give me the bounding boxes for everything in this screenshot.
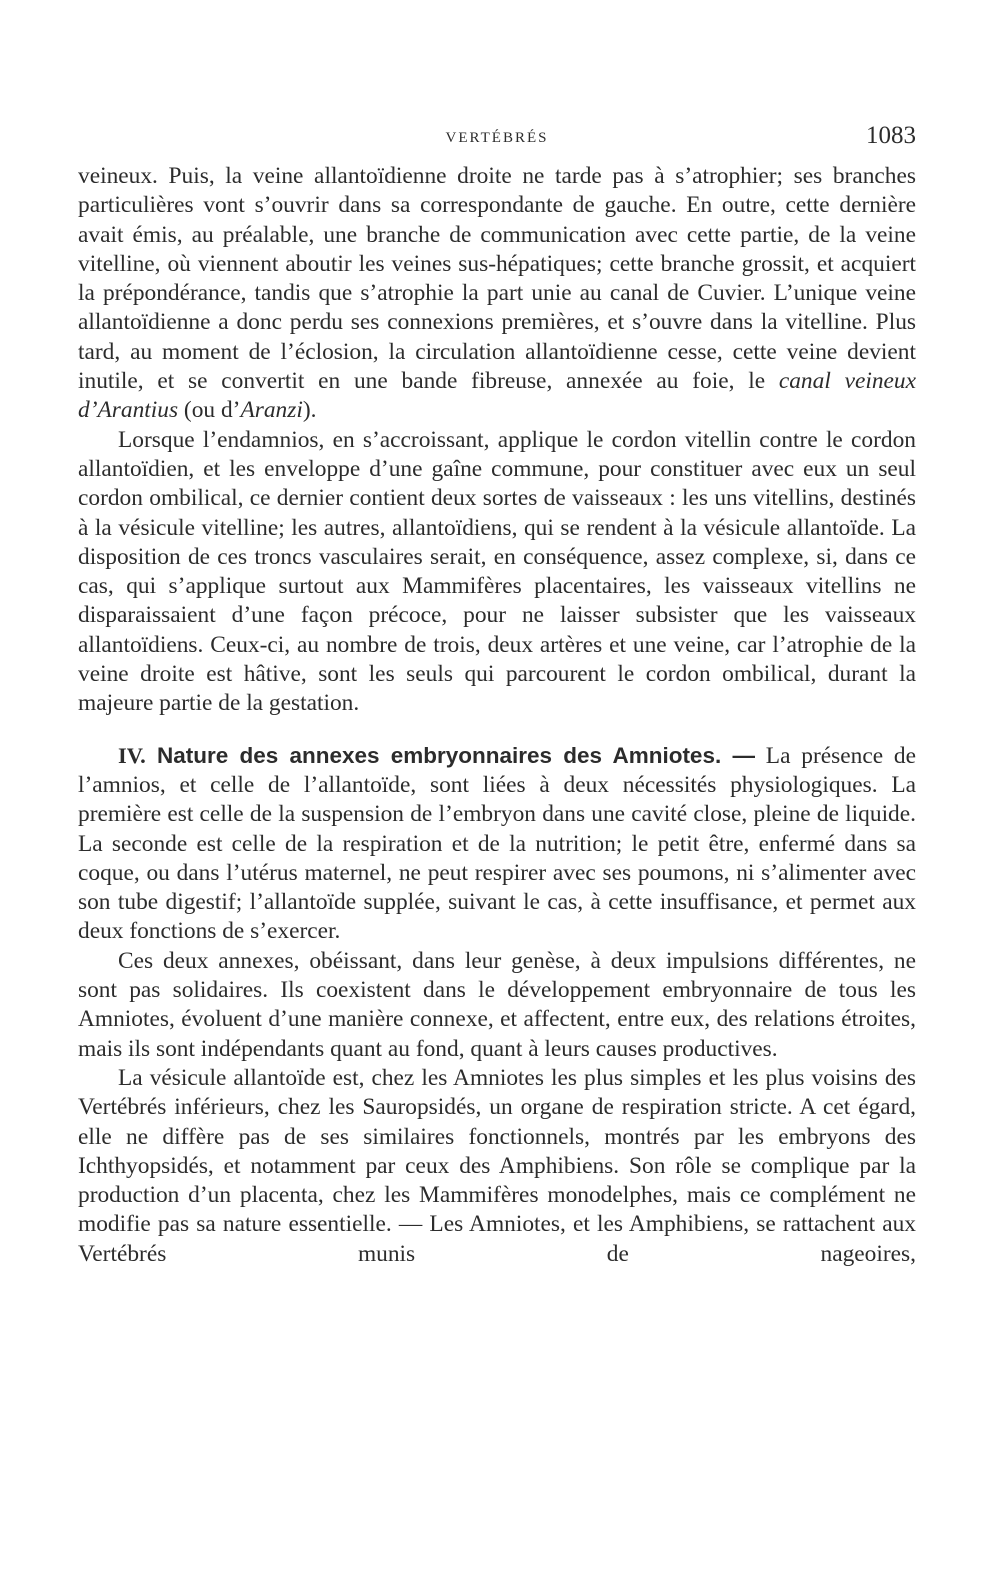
paragraph-text: veineux. Puis, la veine allantoïdienne droite ne tarde pas à s’atrophier; ses branches particulières vont s’ouvrir dans sa correspondante de gauche. En outre, cette dernière avait émis, au préalable, une branche de communication avec cette partie, de la veine vitelline, où viennent aboutir les veines sus-hépatiques; cette branche grossit, et acquiert la prépondérance, tandis que s’atrophie la part unie au canal de Cuvier. L’unique veine allantoïdienne a donc perdu ses connexions premières, et s’ouvre dans la vitelline. Plus tard, au moment de l’éclosion, la circulation allantoïdienne cesse, cette veine devient inutile, et se convertit en une bande fibreuse, annexée au foie, le [78, 163, 916, 395]
italic-term-canal-veineux: canal veineux d’Arantius [78, 368, 916, 424]
paragraph-veine-allantoidienne [78, 162, 916, 426]
section-number: IV. [118, 742, 146, 768]
paragraph-vesicule-allantoide: La vésicule allantoïde est, chez les Amniotes les plus simples et les plus voisins des Vertébrés inférieurs, chez les Sauropsidés, un organe de respiration stricte. A cet égard, elle ne diffère pas de ses similaires fonctionnels, montrés par les embryons des Ichthyopsidés, et notamment par ceux des Amphibiens. Son rôle se complique par la production d’un placenta, chez les Mammifères monodelphes, mais ce complément ne modifie pas sa nature essentielle. — Les Amniotes, et les Amphibiens, se rattachent aux Vertébrés munis de nageoires, [78, 1064, 916, 1267]
italic-term-aranzi: Aranzi [240, 397, 303, 424]
running-head [78, 122, 916, 152]
paragraph-text: ). [302, 397, 317, 424]
section-title: Nature des annexes embryonnaires des Amniotes. — [156, 742, 755, 768]
page-number: 1083 [866, 122, 916, 149]
section-iv-paragraph [78, 741, 916, 947]
section-heading [118, 743, 755, 768]
running-title: VERTÉBRÉS [445, 130, 549, 146]
paragraph-text: La présence de l’amnios, et celle de l’allantoïde, sont liées à deux nécessités physiologiques. La première est celle de la suspension de l’embryon dans une cavité close, pleine de liquide. La seconde est celle de la respiration et de la nutrition; le petit être, enfermé dans sa coque, ou dans l’utérus maternel, ne peut respirer avec ses poumons, ni s’alimenter avec son tube digestif; l’allantoïde supplée, suivant le cas, à cette insuffisance, et permet aux deux fonctions de s’exercer. [78, 742, 916, 945]
body-text [78, 162, 916, 1269]
paragraph-cordon-ombilical: Lorsque l’endamnios, en s’accroissant, applique le cordon vitellin contre le cordon allantoïdien, et les enveloppe d’une gaîne commune, pour constituer avec eux un seul cordon ombilical, ce dernier contient deux sortes de vaisseaux : les uns vitellins, destinés à la vésicule vitelline; les autres, allantoïdiens, qui se rendent à la vésicule allantoïde. La disposition de ces troncs vasculaires serait, en conséquence, assez complexe, si, dans ce cas, qui s’applique surtout aux Mammifères placentaires, les vaisseaux vitellins ne disparaissaient d’une façon précoce, pour ne laisser subsister que les vaisseaux allantoïdiens. Ceux-ci, au nombre de trois, deux artères et une veine, car l’atrophie de la veine droite est hâtive, sont les seuls qui parcourent le cordon ombilical, durant la majeure partie de la gestation. [78, 426, 916, 717]
paragraph-deux-annexes: Ces deux annexes, obéissant, dans leur genèse, à deux impulsions différentes, ne sont pas solidaires. Ils coexistent dans le développement embryonnaire de tous les Amniotes, évoluent d’une manière connexe, et affectent, entre eux, des relations étroites, mais ils sont indépendants quant au fond, quant à leurs causes productives. [78, 947, 916, 1062]
paragraph-text: (ou d’ [178, 397, 241, 424]
